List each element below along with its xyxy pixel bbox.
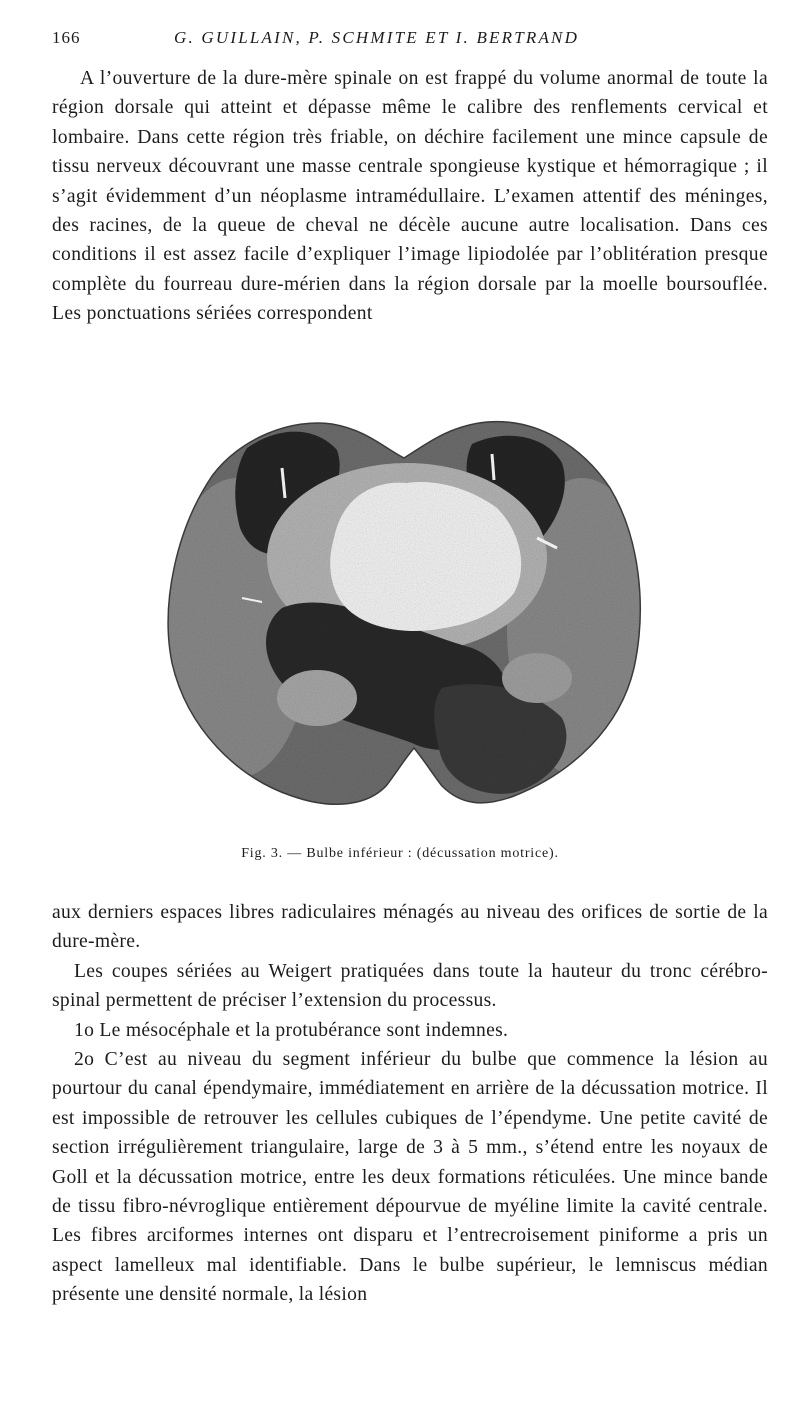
page-header [52,28,764,56]
paragraph-weigert: Les coupes sériées au Weigert pratiquées dans toute la hauteur du tronc cérébro-spinal permettent de préciser l’extension du processus. [52,960,768,1012]
left-pale-patch [277,670,357,726]
lower-text-block [52,898,768,1310]
paragraph-continuation: aux derniers espaces libres radiculaires ménagés au niveau des orifices de sortie de la dure-mère. [52,902,768,953]
page-number: 166 [52,28,81,47]
figure-bulb-section [142,388,662,820]
figure-caption: Fig. 3. — Bulbe inférieur : (décussation motrice). [241,846,559,861]
bulb-section-image [142,388,662,820]
vessel-2 [492,454,494,480]
list-item-1: 1o Le mésocéphale et la protubérance sont indemnes. [74,1019,509,1041]
running-head: G. GUILLAIN, P. SCHMITE ET I. BERTRAND [174,28,580,47]
list-item-2: 2o C’est au niveau du segment inférieur du bulbe que commence la lésion au pourtour du canal épendymaire, immédiatement en arrière de la décussation motrice. Il est impossible de retrouver les cellules cubiques de l’épendyme. Une petite cavité de section irrégulièrement triangulaire, large de 3 à 5 mm., s’étend entre les noyaux de Goll et la décussation motrice, entre les deux formations réticulées. Une mince bande de tissu fibro-névroglique entièrement dépourvue de myéline limite la cavité centrale. Les fibres arciformes internes ont disparu et l’entrecroisement piniforme a pris un aspect lamelleux mal identifiable. Dans le bulbe supérieur, le lemniscus médian présente une densité normale, la lésion [52,1049,768,1306]
paragraph-top: A l’ouverture de la dure-mère spinale on est frappé du volume anormal de toute la région dorsale qui atteint et dépasse même le calibre des renflements cervical et lombaire. Dans cette région très friable, on déchire facilement une mince capsule de tissu nerveux découvrant une masse centrale spongieuse kystique et hémorragique ; il s’agit évidemment d’un néoplasme intramédullaire. L’examen attentif des méninges, des racines, de la queue de cheval ne décèle aucune autre localisation. Dans ces conditions il est assez facile d’expliquer l’image lipiodolée par l’oblitération presque complète du fourreau dure-mérien dans la région dorsale par la moelle boursouflée. Les ponctuations sériées correspondent [52,68,768,325]
right-pale-patch [502,653,572,703]
